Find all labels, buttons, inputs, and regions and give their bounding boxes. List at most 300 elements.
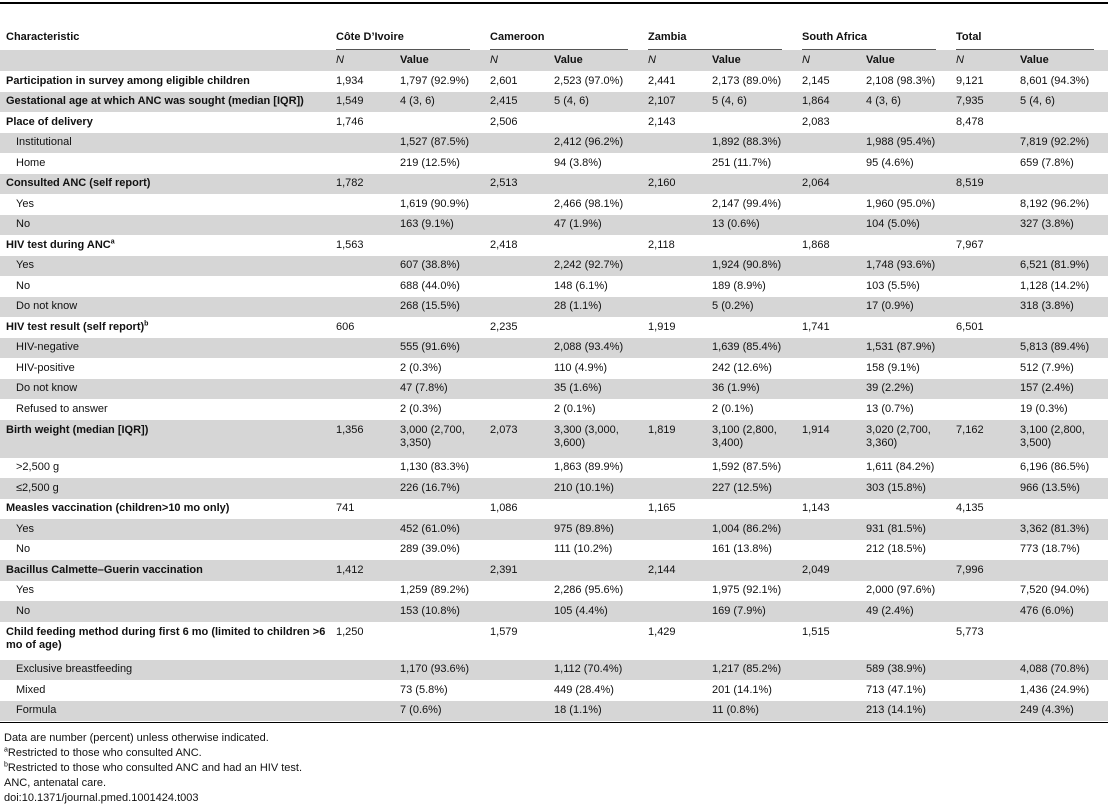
cell-value: 36 (1.9%)	[706, 379, 796, 400]
table-row	[0, 194, 1108, 215]
cell-n	[950, 519, 1014, 540]
cell-n: 1,819	[642, 420, 706, 458]
cell-n	[330, 701, 394, 722]
row-label: No	[16, 543, 31, 556]
subheader-n: N	[484, 50, 548, 71]
subheader-n: N	[796, 50, 860, 71]
data-table	[0, 24, 1108, 721]
cell-value: 3,100 (2,800, 3,500)	[1014, 420, 1108, 458]
header-total	[950, 24, 1108, 50]
cell-n: 7,967	[956, 238, 984, 251]
cell-n	[330, 660, 394, 681]
subheader-n: N	[642, 50, 706, 71]
cell-n	[330, 133, 394, 154]
cell-n	[950, 601, 1014, 622]
cell-n: 2,506	[490, 115, 518, 128]
cell-value: 210 (10.1%)	[548, 478, 642, 499]
row-label: HIV test result (self report)	[6, 320, 145, 333]
cell-n	[330, 540, 394, 561]
cell-n	[330, 399, 394, 420]
cell-value	[394, 622, 484, 660]
cell-value: 303 (15.8%)	[860, 478, 950, 499]
cell-n: 2,143	[648, 115, 676, 128]
bottom-rule	[0, 722, 1108, 723]
cell-value	[548, 622, 642, 660]
cell-value	[394, 560, 484, 581]
cell-value: 589 (38.9%)	[860, 660, 950, 681]
table-row	[0, 622, 1108, 660]
row-label: Measles vaccination (children>10 mo only)	[6, 502, 230, 515]
cell-n	[950, 297, 1014, 318]
cell-value	[1014, 235, 1108, 256]
cell-n	[642, 581, 706, 602]
cell-n	[796, 581, 860, 602]
row-label: Birth weight (median [IQR])	[6, 423, 149, 436]
row-label: HIV-positive	[16, 361, 75, 374]
cell-n: 2,144	[642, 560, 706, 581]
cell-n	[950, 133, 1014, 154]
table-row	[0, 680, 1108, 701]
cell-value: 249 (4.3%)	[1014, 701, 1108, 722]
cell-n: 2,391	[484, 560, 548, 581]
cell-n	[484, 379, 548, 400]
cell-value: 555 (91.6%)	[394, 338, 484, 359]
row-subcategory	[0, 660, 330, 681]
cell-value: 1,863 (89.9%)	[554, 461, 624, 474]
cell-value: 103 (5.5%)	[866, 279, 920, 292]
cell-value: 163 (9.1%)	[394, 215, 484, 236]
cell-value: 1,531 (87.9%)	[860, 338, 950, 359]
cell-n	[484, 581, 548, 602]
cell-n: 2,601	[490, 74, 518, 87]
cell-value	[1014, 560, 1108, 581]
cell-n	[950, 153, 1014, 174]
cell-value: 94 (3.8%)	[554, 156, 602, 169]
table-row	[0, 317, 1108, 338]
row-label: Exclusive breastfeeding	[16, 663, 133, 676]
cell-value: 1,924 (90.8%)	[706, 256, 796, 277]
cell-n	[950, 215, 1014, 236]
cell-value	[1014, 174, 1108, 195]
cell-value	[394, 499, 484, 520]
cell-value: 5 (4, 6)	[1014, 92, 1108, 113]
row-label: Mixed	[16, 683, 46, 696]
footnote-text: Restricted to those who consulted ANC and had an HIV test.	[7, 762, 303, 774]
cell-n	[330, 153, 394, 174]
table-row	[0, 153, 1108, 174]
cell-n	[330, 215, 394, 236]
cell-value: 688 (44.0%)	[400, 279, 460, 292]
cell-n: 1,563	[336, 238, 364, 251]
cell-value	[706, 622, 796, 660]
cell-value: 2,088 (93.4%)	[548, 338, 642, 359]
table-row	[0, 560, 1108, 581]
cell-n: 7,162	[950, 420, 1014, 458]
cell-n	[796, 478, 860, 499]
cell-value	[548, 235, 642, 256]
footnote-marker: b	[4, 761, 8, 769]
cell-n	[796, 680, 860, 701]
cell-value	[706, 174, 796, 195]
cell-n: 2,064	[796, 174, 860, 195]
row-subcategory	[0, 379, 330, 400]
table-row	[0, 338, 1108, 359]
footnote-abbrev: ANC, antenatal care.	[4, 777, 107, 789]
cell-n	[950, 540, 1014, 561]
cell-value: 773 (18.7%)	[1020, 543, 1080, 556]
table-row	[0, 297, 1108, 318]
row-label: HIV test during ANC	[6, 238, 111, 251]
row-characteristic	[0, 235, 330, 256]
cell-value: 251 (11.7%)	[712, 156, 772, 169]
cell-value: 201 (14.1%)	[712, 683, 772, 696]
cell-n	[950, 256, 1014, 277]
cell-value	[548, 112, 642, 133]
cell-value: 1,592 (87.5%)	[712, 461, 782, 474]
row-characteristic	[0, 560, 330, 581]
cell-value: 169 (7.9%)	[706, 601, 796, 622]
row-label: Yes	[16, 197, 34, 210]
cell-n	[330, 379, 394, 400]
row-label: Participation in survey among eligible children	[6, 74, 250, 87]
cell-n	[950, 680, 1014, 701]
table-row	[0, 399, 1108, 420]
cell-n	[330, 581, 394, 602]
cell-value: 966 (13.5%)	[1014, 478, 1108, 499]
cell-n	[796, 256, 860, 277]
table-row	[0, 256, 1108, 277]
cell-value: 104 (5.0%)	[860, 215, 950, 236]
row-subcategory	[0, 680, 330, 701]
cell-n	[484, 458, 548, 479]
cell-value: 2,000 (97.6%)	[866, 584, 936, 597]
row-label: ≤2,500 g	[16, 481, 59, 494]
top-rule	[0, 2, 1108, 4]
cell-value: 2 (0.1%)	[712, 402, 754, 415]
cell-value: 1,892 (88.3%)	[706, 133, 796, 154]
cell-n: 1,579	[490, 625, 518, 638]
cell-n	[642, 153, 706, 174]
row-label: Yes	[16, 584, 34, 597]
cell-n: 1,746	[336, 115, 364, 128]
row-subcategory	[0, 701, 330, 722]
row-characteristic	[0, 174, 330, 195]
cell-n	[642, 358, 706, 379]
cell-n: 7,935	[950, 92, 1014, 113]
cell-n	[642, 276, 706, 297]
cell-value	[706, 499, 796, 520]
cell-value: 111 (10.2%)	[554, 543, 613, 556]
subheader-n: N	[950, 50, 1014, 71]
table-row	[0, 540, 1108, 561]
row-label: Child feeding method during first 6 mo (limited to children >6 mo of age)	[6, 625, 326, 651]
row-subcategory	[0, 276, 330, 297]
row-label: Formula	[16, 704, 57, 717]
row-subcategory	[0, 133, 330, 154]
cell-n	[950, 458, 1014, 479]
cell-value	[548, 560, 642, 581]
cell-n: 8,519	[950, 174, 1014, 195]
cell-n	[796, 276, 860, 297]
cell-value: 268 (15.5%)	[394, 297, 484, 318]
row-subcategory	[0, 399, 330, 420]
row-characteristic	[0, 317, 330, 338]
cell-value: 2,173 (89.0%)	[712, 74, 782, 87]
cell-n: 1,412	[330, 560, 394, 581]
cell-value: 1,217 (85.2%)	[706, 660, 796, 681]
row-characteristic	[0, 92, 330, 113]
cell-value: 13 (0.7%)	[866, 402, 914, 415]
header-country	[330, 24, 484, 50]
cell-n: 1,143	[802, 502, 830, 515]
cell-n	[950, 581, 1014, 602]
footnote-marker: b	[144, 320, 149, 328]
cell-value: 3,100 (2,800, 3,400)	[706, 420, 796, 458]
country-name: Côte D’Ivoire	[336, 30, 404, 43]
table-row	[0, 581, 1108, 602]
cell-n	[950, 478, 1014, 499]
cell-value: 3,020 (2,700, 3,360)	[860, 420, 950, 458]
cell-n: 2,073	[484, 420, 548, 458]
cell-n: 606	[336, 320, 355, 333]
cell-n	[484, 660, 548, 681]
cell-value: 1,527 (87.5%)	[394, 133, 484, 154]
cell-n	[642, 338, 706, 359]
cell-n	[642, 379, 706, 400]
cell-value: 4,088 (70.8%)	[1014, 660, 1108, 681]
cell-value: 607 (38.8%)	[394, 256, 484, 277]
header-country	[642, 24, 796, 50]
subheader-n: N	[330, 50, 394, 71]
cell-n: 2,107	[642, 92, 706, 113]
cell-n	[330, 194, 394, 215]
cell-n	[950, 276, 1014, 297]
cell-n	[642, 519, 706, 540]
cell-value: 28 (1.1%)	[548, 297, 642, 318]
cell-value: 2 (0.1%)	[554, 402, 596, 415]
row-label: No	[16, 218, 31, 231]
cell-value: 4 (3, 6)	[394, 92, 484, 113]
cell-value: 1,128 (14.2%)	[1020, 279, 1090, 292]
cell-value	[860, 560, 950, 581]
cell-value	[394, 317, 484, 338]
cell-value: 47 (7.8%)	[394, 379, 484, 400]
cell-value: 452 (61.0%)	[394, 519, 484, 540]
cell-n: 2,118	[648, 238, 675, 251]
row-label: Consulted ANC (self report)	[6, 177, 151, 190]
table-row	[0, 358, 1108, 379]
table-row	[0, 112, 1108, 133]
cell-value: 2 (0.3%)	[400, 402, 442, 415]
cell-value	[548, 317, 642, 338]
cell-n	[796, 338, 860, 359]
cell-value: 8,192 (96.2%)	[1020, 197, 1090, 210]
cell-n	[950, 194, 1014, 215]
cell-n	[796, 458, 860, 479]
cell-value: 3,000 (2,700, 3,350)	[394, 420, 484, 458]
cell-n	[484, 540, 548, 561]
cell-n	[330, 680, 394, 701]
subheader-value: Value	[394, 50, 484, 71]
row-subcategory	[0, 601, 330, 622]
cell-n	[642, 601, 706, 622]
cell-n	[950, 660, 1014, 681]
cell-n: 1,741	[802, 320, 830, 333]
cell-n	[484, 601, 548, 622]
cell-n	[950, 379, 1014, 400]
cell-n: 1,429	[648, 625, 676, 638]
cell-value: 7,819 (92.2%)	[1014, 133, 1108, 154]
cell-n: 1,934	[336, 74, 364, 87]
cell-n	[330, 276, 394, 297]
cell-value: 5 (0.2%)	[706, 297, 796, 318]
cell-value: 13 (0.6%)	[706, 215, 796, 236]
cell-value: 3,300 (3,000, 3,600)	[548, 420, 642, 458]
cell-value: 931 (81.5%)	[860, 519, 950, 540]
cell-n: 1,868	[802, 238, 830, 251]
cell-n	[330, 256, 394, 277]
cell-n: 1,086	[490, 502, 518, 515]
cell-value: 2,286 (95.6%)	[554, 584, 624, 597]
cell-value: 148 (6.1%)	[554, 279, 608, 292]
cell-value: 1,611 (84.2%)	[866, 461, 935, 474]
subheader-value: Value	[860, 50, 950, 71]
cell-n	[642, 540, 706, 561]
row-label: Yes	[16, 522, 34, 535]
cell-n: 2,418	[490, 238, 518, 251]
table-row	[0, 174, 1108, 195]
cell-value: 95 (4.6%)	[866, 156, 914, 169]
cell-value	[1014, 317, 1108, 338]
cell-value	[548, 174, 642, 195]
cell-value: 158 (9.1%)	[866, 361, 920, 374]
cell-n	[642, 194, 706, 215]
row-subcategory	[0, 519, 330, 540]
cell-n	[642, 256, 706, 277]
cell-n	[330, 338, 394, 359]
cell-n	[796, 194, 860, 215]
cell-n: 2,441	[648, 74, 676, 87]
cell-value: 3,362 (81.3%)	[1014, 519, 1108, 540]
cell-n: 1,165	[648, 502, 676, 515]
cell-value: 476 (6.0%)	[1014, 601, 1108, 622]
row-subcategory	[0, 540, 330, 561]
cell-n	[642, 297, 706, 318]
cell-n	[950, 399, 1014, 420]
table-row	[0, 519, 1108, 540]
cell-value: 289 (39.0%)	[400, 543, 460, 556]
cell-n: 2,415	[484, 92, 548, 113]
cell-value: 327 (3.8%)	[1014, 215, 1108, 236]
row-label: >2,500 g	[16, 461, 60, 474]
cell-n: 5,773	[956, 625, 984, 638]
subheader-value: Value	[1014, 50, 1108, 71]
cell-value: 227 (12.5%)	[706, 478, 796, 499]
row-characteristic	[0, 112, 330, 133]
cell-value: 449 (28.4%)	[554, 683, 614, 696]
cell-value: 5 (4, 6)	[548, 92, 642, 113]
cell-n	[330, 297, 394, 318]
cell-value: 2,108 (98.3%)	[866, 74, 936, 87]
cell-n	[642, 458, 706, 479]
table-row	[0, 701, 1108, 722]
cell-n	[642, 478, 706, 499]
cell-n	[484, 297, 548, 318]
cell-n	[642, 133, 706, 154]
cell-n	[796, 133, 860, 154]
row-characteristic	[0, 71, 330, 92]
cell-value: 4 (3, 6)	[860, 92, 950, 113]
cell-value: 226 (16.7%)	[394, 478, 484, 499]
cell-value: 1,130 (83.3%)	[400, 461, 470, 474]
cell-value	[706, 112, 796, 133]
cell-n	[330, 519, 394, 540]
cell-value: 39 (2.2%)	[860, 379, 950, 400]
table-footnotes	[4, 731, 1104, 806]
row-characteristic	[0, 622, 330, 660]
cell-n	[484, 519, 548, 540]
cell-n	[484, 478, 548, 499]
cell-value: 2,523 (97.0%)	[554, 74, 624, 87]
cell-value: 105 (4.4%)	[548, 601, 642, 622]
cell-n: 1,782	[330, 174, 394, 195]
cell-value: 318 (3.8%)	[1014, 297, 1108, 318]
cell-value	[394, 235, 484, 256]
table-row	[0, 420, 1108, 458]
cell-value: 512 (7.9%)	[1020, 361, 1074, 374]
header-country	[796, 24, 950, 50]
table-row	[0, 601, 1108, 622]
row-subcategory	[0, 194, 330, 215]
cell-value: 17 (0.9%)	[860, 297, 950, 318]
table-row	[0, 235, 1108, 256]
row-subcategory	[0, 215, 330, 236]
cell-value: 1,436 (24.9%)	[1020, 683, 1090, 696]
row-label: Institutional	[16, 136, 72, 149]
cell-n	[950, 358, 1014, 379]
country-name: Total	[956, 30, 982, 43]
cell-value	[1014, 499, 1108, 520]
cell-n	[642, 660, 706, 681]
row-label: HIV-negative	[16, 341, 79, 354]
cell-value: 213 (14.1%)	[860, 701, 950, 722]
cell-value: 161 (13.8%)	[712, 543, 772, 556]
cell-value	[394, 174, 484, 195]
cell-value: 1,112 (70.4%)	[548, 660, 642, 681]
row-subcategory	[0, 153, 330, 174]
cell-value: 6,521 (81.9%)	[1014, 256, 1108, 277]
table-row	[0, 71, 1108, 92]
cell-value	[860, 317, 950, 338]
row-label: Home	[16, 156, 46, 169]
row-label: No	[16, 279, 31, 292]
cell-value	[706, 235, 796, 256]
cell-value: 19 (0.3%)	[1020, 402, 1068, 415]
cell-n: 2,083	[802, 115, 830, 128]
cell-n	[484, 358, 548, 379]
cell-n: 7,996	[950, 560, 1014, 581]
cell-n	[484, 194, 548, 215]
cell-n	[642, 680, 706, 701]
cell-value: 7,520 (94.0%)	[1020, 584, 1090, 597]
cell-value: 713 (47.1%)	[866, 683, 926, 696]
cell-n: 2,235	[490, 320, 518, 333]
cell-n	[330, 601, 394, 622]
cell-value: 5,813 (89.4%)	[1014, 338, 1108, 359]
footnote-a	[4, 746, 1104, 761]
cell-value: 47 (1.9%)	[548, 215, 642, 236]
cell-n	[796, 701, 860, 722]
